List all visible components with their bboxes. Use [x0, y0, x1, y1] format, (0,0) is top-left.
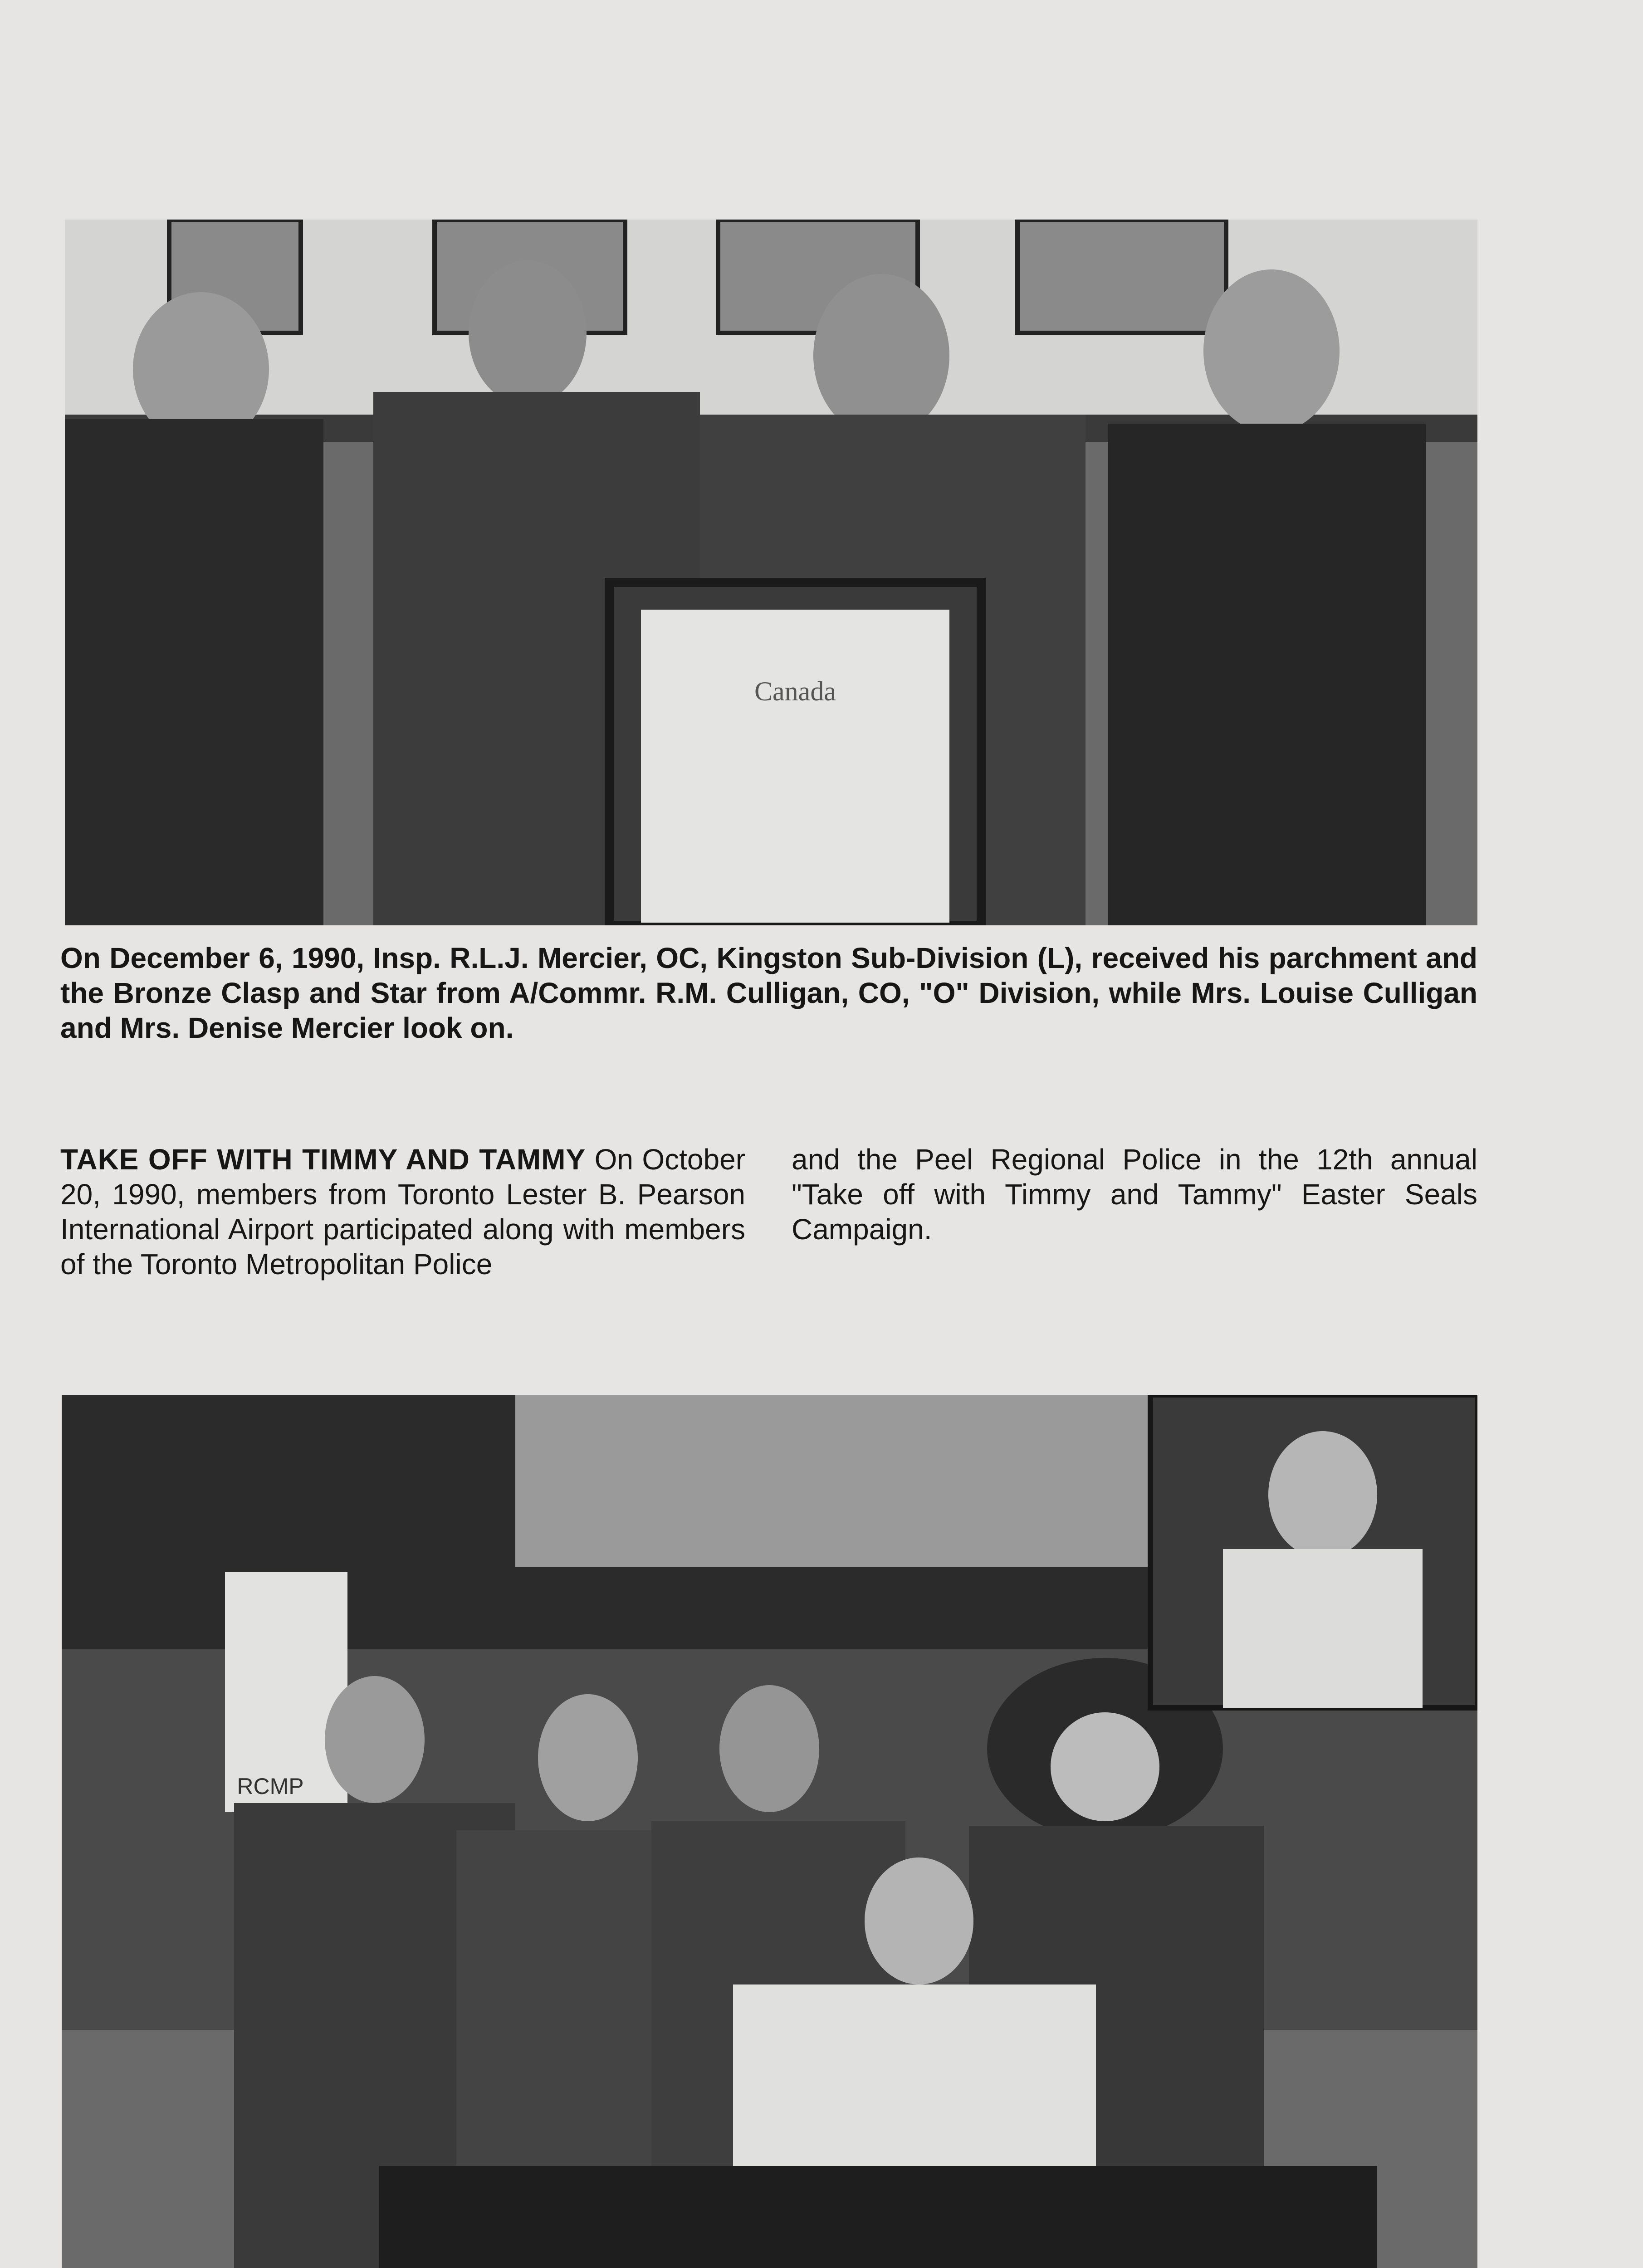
- photo-easter-seals-group: [62, 1395, 1477, 2268]
- photo-award-ceremony: [65, 220, 1477, 925]
- article-heading: TAKE OFF WITH TIMMY AND TAMMY: [60, 1143, 586, 1176]
- article-column-left: [60, 1142, 745, 1282]
- article-column-left-text: On October 20, 1990, members from Toronto Lester B. Pearson International Airport participated along with members of the Toronto Metropolitan Police: [60, 1143, 745, 1281]
- caption-award-ceremony: On December 6, 1990, Insp. R.L.J. Mercier, OC, Kingston Sub-Division (L), received his parchment and the Bronze Clasp and Star from A/Commr. R.M. Culligan, CO, "O" Division, while Mrs. Louise Culligan and Mrs. Denise Mercier look on.: [60, 942, 1477, 1044]
- certificate-text: Canada: [754, 676, 836, 706]
- rcmp-sign-text: RCMP: [237, 1774, 304, 1799]
- article-column-right: and the Peel Regional Police in the 12th annual "Take off with Timmy and Tammy" Easter Seals Campaign.: [792, 1143, 1477, 1246]
